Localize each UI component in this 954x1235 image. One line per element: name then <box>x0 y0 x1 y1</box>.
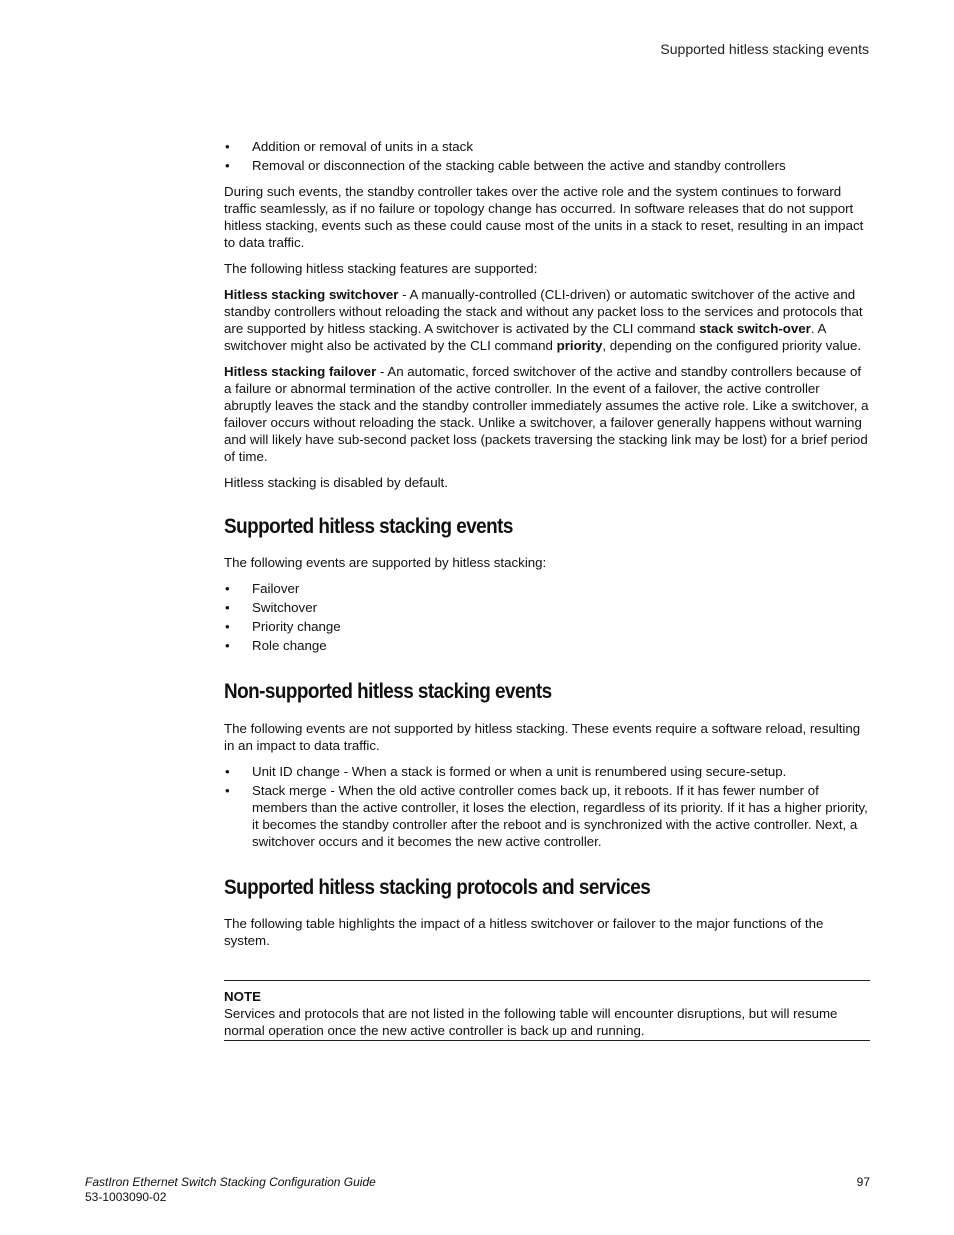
failover-text: - An automatic, forced switchover of the active and standby controllers because of a failure or abnormal termination of the active controller. In the event of a failover, the active controller abruptly leaves the stack and the standby controller immediately assumes the active role. Like a switchover, a failover occurs without reloading the stack. Unlike a switchover, a failover generally happens without warning and will likely have sub-second packet loss (packets traversing the stacking link may be lost) for a brief period of time. <box>224 364 869 464</box>
footer-doc-number: 53-1003090-02 <box>85 1190 167 1204</box>
page-number: 97 <box>856 1175 870 1189</box>
list-item: • Priority change <box>224 618 870 635</box>
intro-bullet-list <box>224 138 870 174</box>
list-item: • Removal or disconnection of the stacking cable between the active and standby controllers <box>224 157 870 174</box>
list-item: • Role change <box>224 637 870 654</box>
note-box <box>224 980 870 1041</box>
list-item: • Stack merge - When the old active controller comes back up, it reboots. If it has fewer number of members than the active controller, it loses the election, regardless of its priority. If it has a higher priority, it becomes the standby controller after the reboot and is synchronized with the active controller. Next, a switchover occurs and it becomes the new active controller. <box>224 782 870 850</box>
switchover-paragraph <box>224 286 870 354</box>
note-title: NOTE <box>224 989 261 1004</box>
list-item: • Failover <box>224 580 870 597</box>
switchover-text-1: - A manually-controlled (CLI-driven) or automatic switchover of the active and standby controllers without reloading the stack and without any packet loss to the services and protocols that are supported by hitless stacking. A switchover is activated by the CLI command <box>224 287 863 336</box>
note-text: Services and protocols that are not listed in the following table will encounter disruptions, but will resume normal operation once the new active controller is back up and running. <box>224 1006 838 1038</box>
footer <box>85 1175 376 1205</box>
intro-paragraph: During such events, the standby controller takes over the active role and the system continues to forward traffic seamlessly, as if no failure or topology change has occurred. In software releases that do not support hitless stacking, events such as these could cause most of the units in a stack to reset, resulting in an impact to data traffic. <box>224 184 864 250</box>
nonsupported-events-intro: The following events are not supported by hitless stacking. These events require a software reload, resulting in an impact to data traffic. <box>224 721 861 753</box>
supported-events-intro: The following events are supported by hitless stacking: <box>224 555 547 570</box>
switchover-term: Hitless stacking switchover <box>224 287 399 302</box>
list-item: • Switchover <box>224 599 870 616</box>
list-item: • Addition or removal of units in a stack <box>224 138 870 155</box>
page-content <box>224 138 870 1041</box>
failover-term: Hitless stacking failover <box>224 364 377 379</box>
switchover-command-stack: stack switch-over <box>699 321 811 336</box>
section-heading-supported-events: Supported hitless stacking events <box>224 515 513 538</box>
features-intro: The following hitless stacking features are supported: <box>224 261 538 276</box>
supported-events-list <box>224 580 870 654</box>
footer-doc-title: FastIron Ethernet Switch Stacking Configuration Guide <box>85 1175 376 1189</box>
switchover-text-2: . A switchover might also be activated by the CLI command <box>224 321 826 353</box>
section-heading-nonsupported-events: Non-supported hitless stacking events <box>224 680 552 703</box>
running-header: Supported hitless stacking events <box>660 41 869 57</box>
switchover-command-priority: priority <box>556 338 603 353</box>
protocols-intro: The following table highlights the impact of a hitless switchover or failover to the major functions of the system. <box>224 916 824 948</box>
list-item: • Unit ID change - When a stack is formed or when a unit is renumbered using secure-setup. <box>224 763 870 780</box>
default-note: Hitless stacking is disabled by default. <box>224 475 448 490</box>
switchover-text-3: , depending on the configured priority value. <box>602 338 862 353</box>
section-heading-protocols: Supported hitless stacking protocols and services <box>224 876 651 899</box>
failover-paragraph <box>224 363 870 465</box>
nonsupported-events-list <box>224 763 870 850</box>
